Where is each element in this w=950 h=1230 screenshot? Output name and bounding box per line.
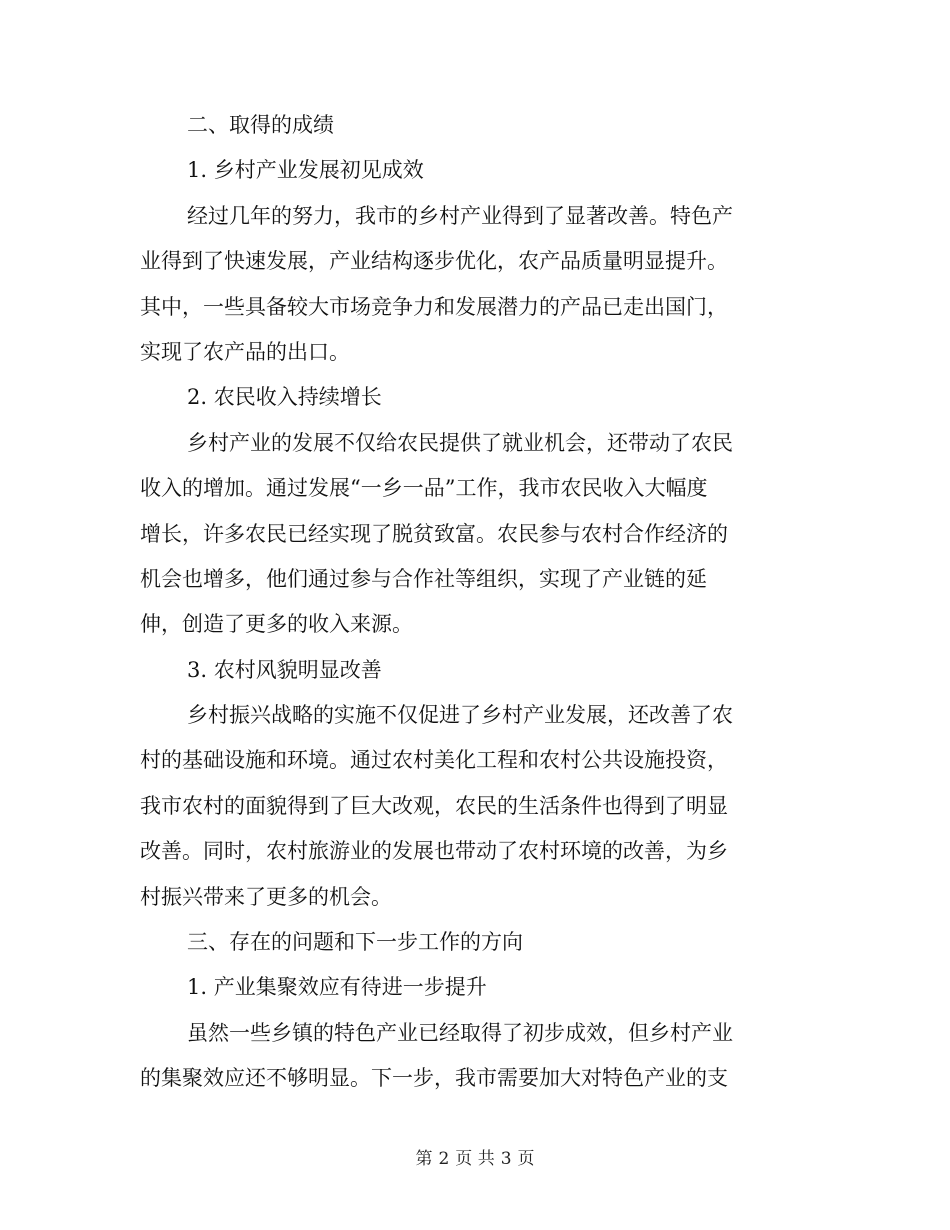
text-line: 其中，一些具备较大市场竞争力和发展潜力的产品已走出国门，: [140, 294, 728, 319]
text-line: 改善。同时，农村旅游业的发展也带动了农村环境的改善，为乡: [140, 839, 728, 864]
text-line: 虽然一些乡镇的特色产业已经取得了初步成效，但乡村产业: [187, 1020, 733, 1045]
footer-middle: 页 共: [455, 1149, 495, 1169]
text-line: 机会也增多，他们通过参与合作社等组织，实现了产业链的延: [140, 566, 707, 591]
text-line: 三、存在的问题和下一步工作的方向: [187, 930, 523, 955]
text-line: 我市农村的面貌得到了巨大改观，农民的生活条件也得到了明显: [140, 793, 728, 818]
text-line: 的集聚效应还不够明显。下一步，我市需要加大对特色产业的支: [140, 1066, 728, 1091]
text-line: 2. 农民收入持续增长: [187, 385, 382, 410]
text-line: 收入的增加。通过发展“一乡一品”工作，我市农民收入大幅度: [140, 476, 708, 501]
text-line: 伸，创造了更多的收入来源。: [140, 612, 413, 637]
footer-total-pages: 3: [500, 1149, 512, 1169]
text-line: 二、取得的成绩: [187, 113, 334, 137]
text-line: 村振兴带来了更多的机会。: [140, 884, 392, 909]
footer-prefix: 第: [415, 1149, 433, 1169]
text-line: 村的基础设施和环境。通过农村美化工程和农村公共设施投资，: [140, 748, 728, 773]
page-footer: [0, 1147, 950, 1171]
document-body: [140, 103, 800, 1102]
footer-suffix: 页: [517, 1149, 535, 1169]
text-line: 1. 乡村产业发展初见成效: [187, 158, 424, 183]
text-line: 增长，许多农民已经实现了脱贫致富。农民参与农村合作经济的: [140, 521, 728, 546]
text-line: 经过几年的努力，我市的乡村产业得到了显著改善。特色产: [187, 203, 733, 228]
text-line: 业得到了快速发展，产业结构逐步优化，农产品质量明显提升。: [140, 249, 728, 274]
text-line: 3. 农村风貌明显改善: [187, 657, 382, 682]
text-line: 乡村振兴战略的实施不仅促进了乡村产业发展，还改善了农: [187, 703, 733, 728]
text-line: 实现了农产品的出口。: [140, 339, 350, 364]
text-line: 乡村产业的发展不仅给农民提供了就业机会，还带动了农民: [187, 430, 733, 455]
text-line: 1. 产业集聚效应有待进一步提升: [187, 975, 487, 1000]
footer-current-page: 2: [438, 1149, 450, 1169]
